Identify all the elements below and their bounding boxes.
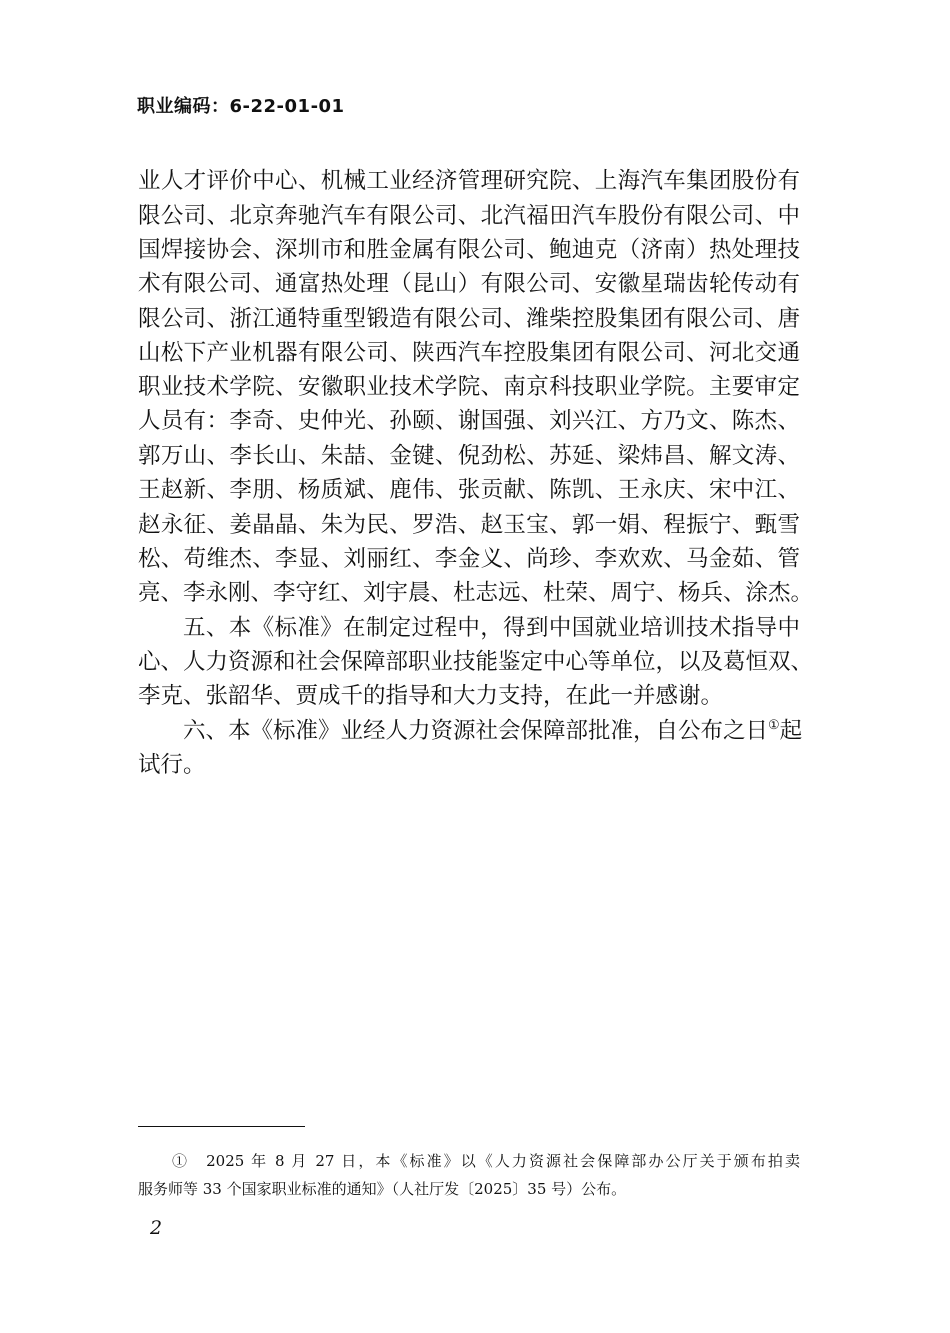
text-line: 业人才评价中心、机械工业经济管理研究院、上海汽车集团股份有 <box>138 168 800 194</box>
text-line: 心、人力资源和社会保障部职业技能鉴定中心等单位，以及葛恒双、 <box>138 649 814 675</box>
text-line: 王赵新、李朋、杨质斌、鹿伟、张贡献、陈凯、王永庆、宋中江、 <box>138 477 800 503</box>
text-line <box>183 716 803 746</box>
text-line: 五、本《标准》在制定过程中，得到中国就业培训技术指导中 <box>183 615 800 641</box>
text-line: 赵永征、姜晶晶、朱为民、罗浩、赵玉宝、郭一娟、程振宁、甄雪 <box>138 512 800 538</box>
text-line: 限公司、北京奔驰汽车有限公司、北汽福田汽车股份有限公司、中 <box>138 203 800 229</box>
text-line: 山松下产业机器有限公司、陕西汽车控股集团有限公司、河北交通 <box>138 340 800 366</box>
text-line: 松、苟维杰、李显、刘丽红、李金义、尚珍、李欢欢、马金茹、管 <box>138 546 800 572</box>
occupation-code-header: 职业编码：6-22-01-01 <box>137 96 345 117</box>
text-span: 起 <box>779 718 803 744</box>
text-line: 职业技术学院、安徽职业技术学院、南京科技职业学院。主要审定 <box>138 374 800 400</box>
text-line: 术有限公司、通富热处理（昆山）有限公司、安徽星瑞齿轮传动有 <box>138 271 800 297</box>
text-line: 郭万山、李长山、朱喆、金键、倪劲松、苏延、梁炜昌、解文涛、 <box>138 443 800 469</box>
text-line: 人员有：李奇、史仲光、孙颐、谢国强、刘兴江、方乃文、陈杰、 <box>138 408 800 434</box>
footnote-line: ① 2025 年 8 月 27 日，本《标准》以《人力资源社会保障部办公厅关于颁布拍卖 <box>172 1152 800 1170</box>
text-line: 李克、张韶华、贾成千的指导和大力支持，在此一并感谢。 <box>138 683 724 709</box>
text-line: 试行。 <box>138 752 206 778</box>
footnote-divider <box>138 1126 305 1127</box>
text-line: 国焊接协会、深圳市和胜金属有限公司、鲍迪克（济南）热处理技 <box>138 237 800 263</box>
text-line: 限公司、浙江通特重型锻造有限公司、潍柴控股集团有限公司、唐 <box>138 306 800 332</box>
footnote-reference-mark[interactable]: ① <box>768 718 780 733</box>
text-line: 亮、李永刚、李守红、刘宇晨、杜志远、杜荣、周宁、杨兵、涂杰。 <box>138 580 814 606</box>
page-number: 2 <box>150 1217 163 1239</box>
footnote-line: 服务师等 33 个国家职业标准的通知》（人社厅发〔2025〕35 号）公布。 <box>138 1180 627 1198</box>
text-span: 六、本《标准》业经人力资源社会保障部批准，自公布之日 <box>183 718 769 744</box>
